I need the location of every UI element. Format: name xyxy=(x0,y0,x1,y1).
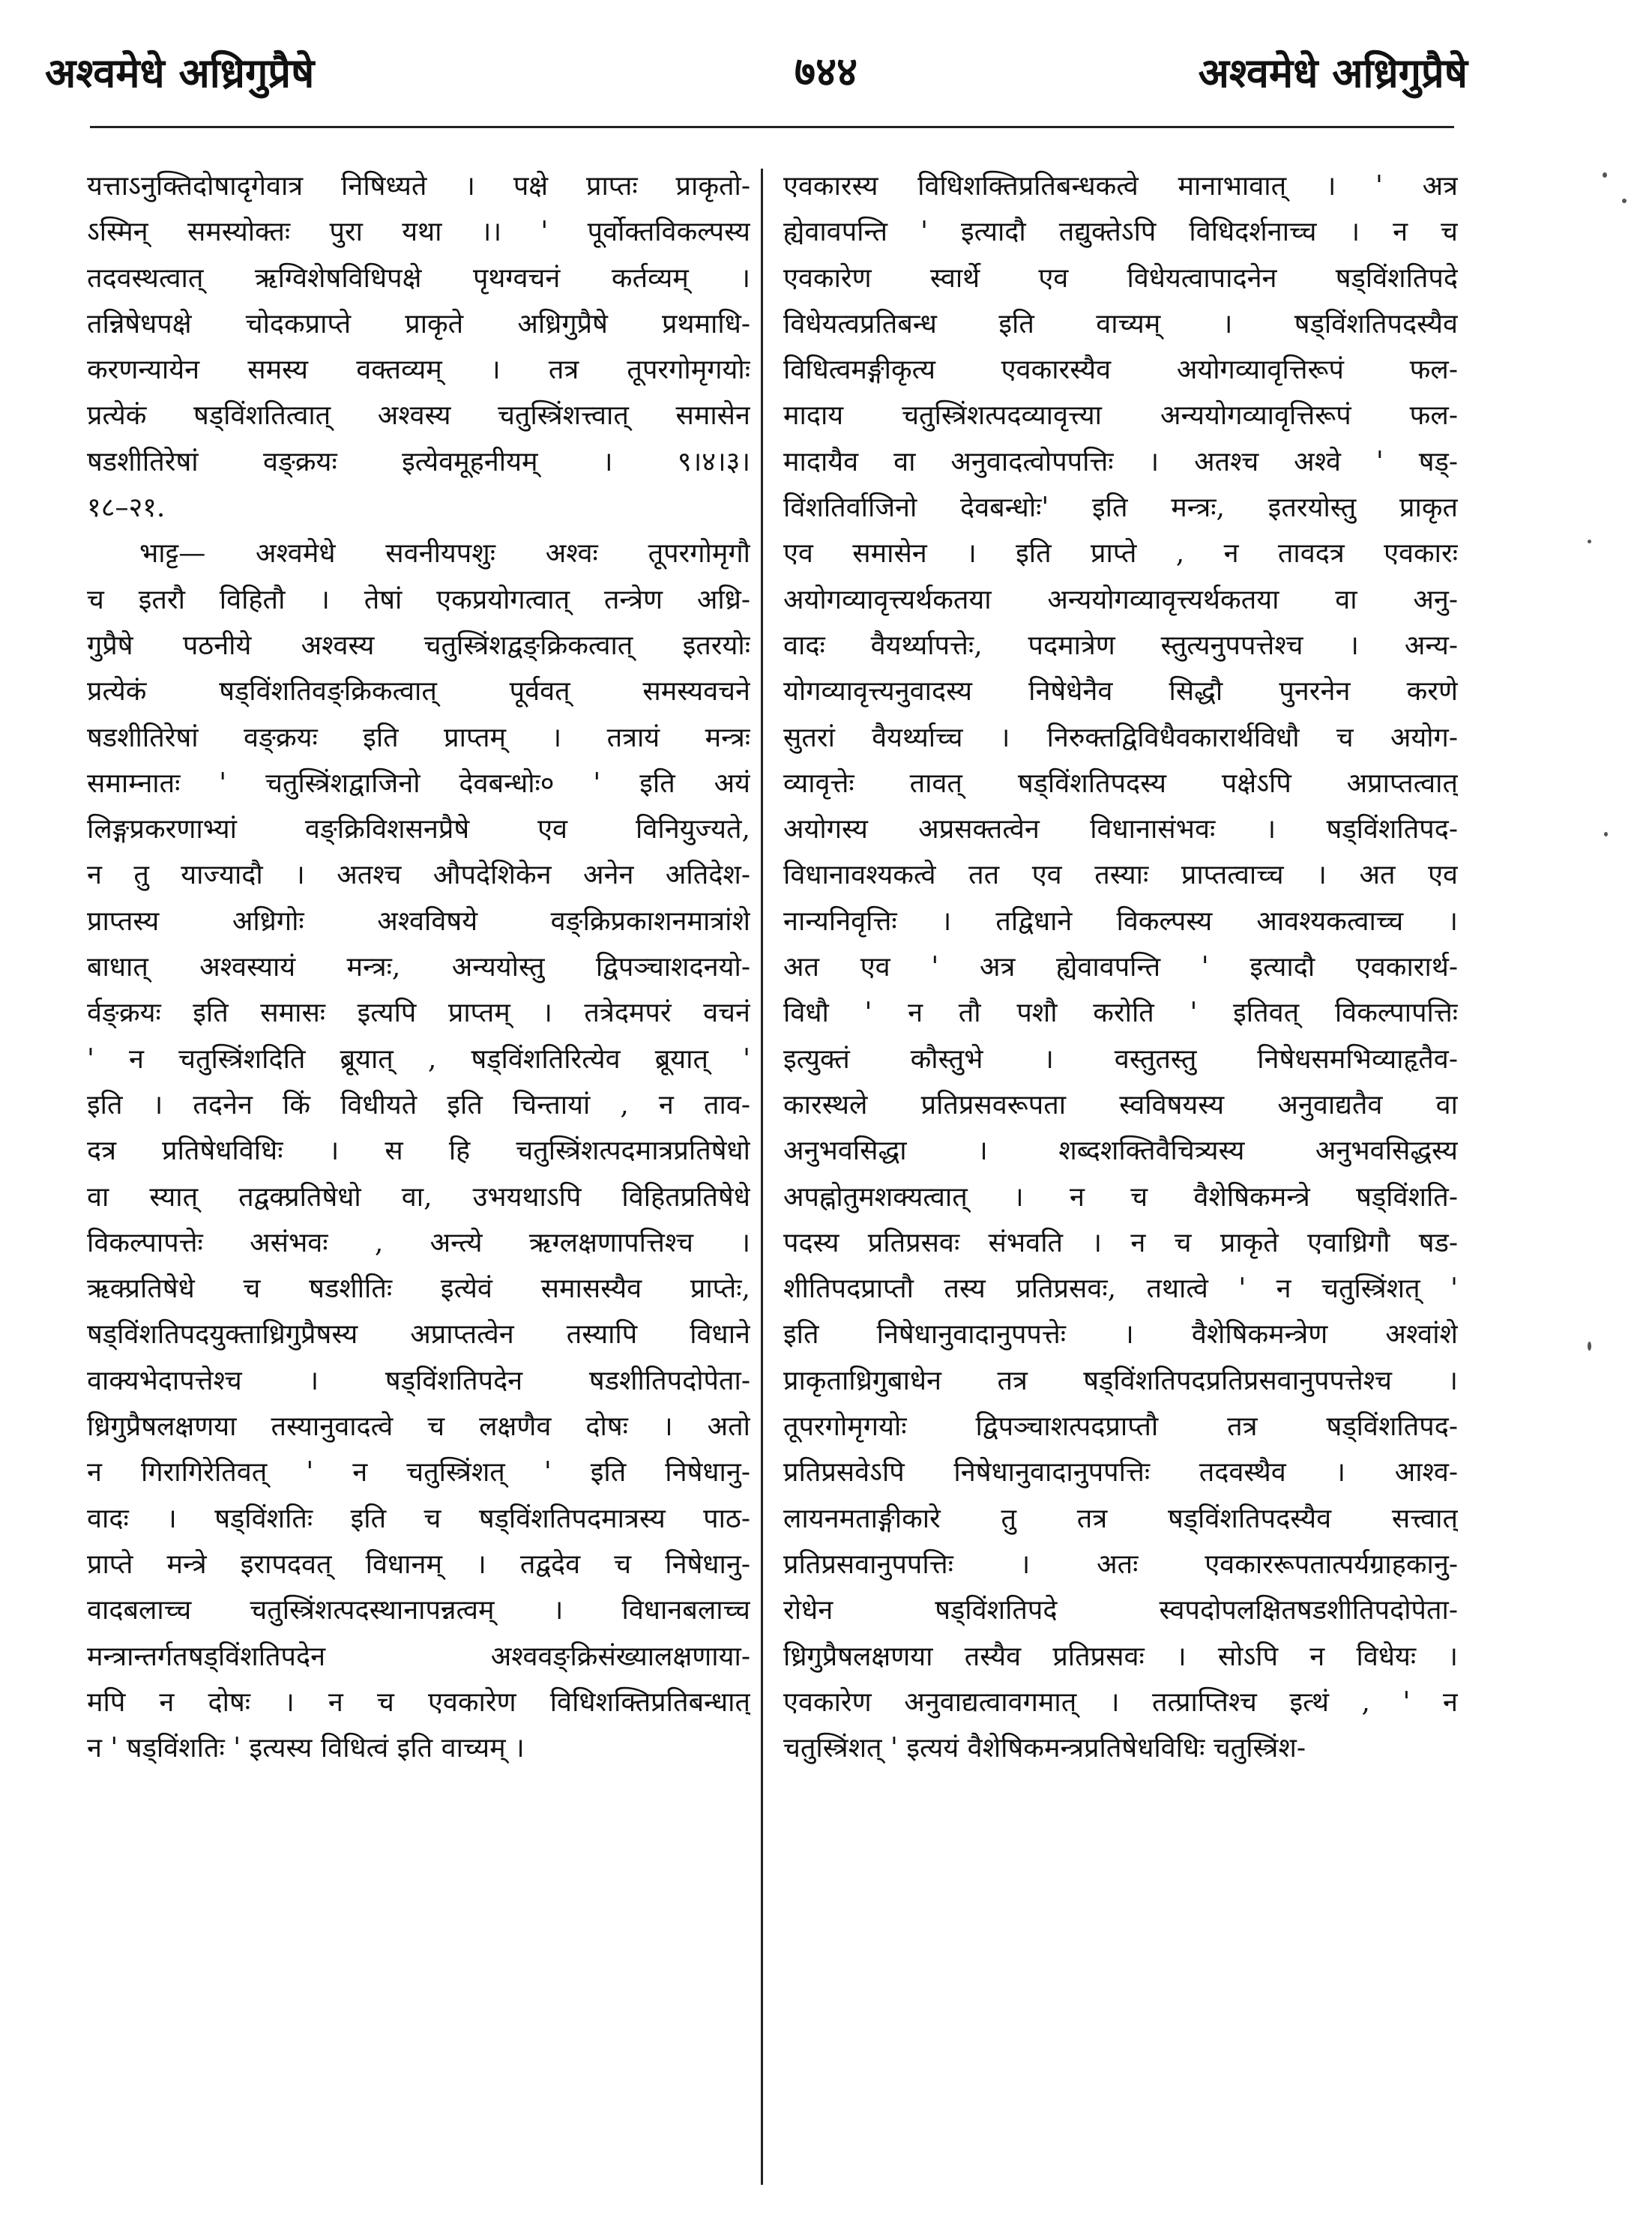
text-line: १८–२१. xyxy=(87,492,166,524)
text-line: न ' षड्विंशतिः ' इत्यस्य विधित्वं इति वाच्यम् । xyxy=(87,1733,525,1764)
text-line: तूपरगोमृगयोः द्विपञ्चाशत्पदप्राप्तौ तत्र षड्विंशतिपद- xyxy=(783,1411,1458,1443)
running-head-right: अश्वमेधे अध्रिगुप्रैषे xyxy=(1198,49,1468,97)
left-column xyxy=(87,163,750,1771)
scan-speck xyxy=(1603,172,1607,178)
text-line: व्यावृत्तेः तावत् षड्विंशतिपदस्य पक्षेऽपि अप्राप्तत्वात् xyxy=(783,767,1458,799)
text-line: पदस्य प्रतिप्रसवः संभवति । न च प्राकृते एवाध्रिगौ षड- xyxy=(783,1227,1458,1258)
text-line: र्वङ्क्रयः इति समासः इत्यपि प्राप्तम् । तत्रेदमपरं वचनं xyxy=(87,998,750,1029)
text-line: शीतिपदप्राप्तौ तस्य प्रतिप्रसवः, तथात्वे ' न चतुस्त्रिंशत् ' xyxy=(783,1273,1458,1305)
text-line: एवकारेण स्वार्थे एव विधेयत्वापादनेन षड्विंशतिपदे xyxy=(783,262,1458,294)
text-line: विधौ ' न तौ पशौ करोति ' इतिवत् विकल्पापत्तिः xyxy=(783,998,1458,1029)
text-line: ' न चतुस्त्रिंशदिति ब्रूयात् , षड्विंशतिरित्येव ब्रूयात् ' xyxy=(87,1043,750,1075)
text-line: सुतरां वैयर्थ्याच्च । निरुक्तद्विविधैवकारार्थविधौ च अयोग- xyxy=(783,722,1458,753)
scan-speck xyxy=(1604,832,1608,836)
text-line: लिङ्गप्रकरणाभ्यां वङ्क्रिविशसनप्रैषे एव विनियुज्यते, xyxy=(87,814,750,845)
text-line: कारस्थले प्रतिप्रसवरूपता स्वविषयस्य अनुवाद्यतैव वा xyxy=(783,1089,1458,1120)
text-line: विधेयत्वप्रतिबन्ध इति वाच्यम् । षड्विंशतिपदस्यैव xyxy=(783,308,1458,340)
text-line: भाट्ट— अश्वमेधे सवनीयपशुः अश्वः तूपरगोमृगौ xyxy=(139,538,750,570)
text-line: एवकारस्य विधिशक्तिप्रतिबन्धकत्वे मानाभावात् । ' अत्र xyxy=(783,171,1458,202)
text-line: वादः । षड्विंशतिः इति च षड्विंशतिपदमात्रस्य पाठ- xyxy=(87,1503,750,1534)
scan-speck xyxy=(1588,540,1591,543)
page-number: ७४४ xyxy=(794,47,858,95)
text-line: मपि न दोषः । न च एवकारेण विधिशक्तिप्रतिबन्धात् xyxy=(87,1686,750,1718)
text-line: वाक्यभेदापत्तेश्च । षड्विंशतिपदेन षडशीतिपदोपेता- xyxy=(87,1365,750,1396)
text-line: समाम्नातः ' चतुस्त्रिंशद्वाजिनो देवबन्धोः० ' इति अयं xyxy=(87,767,750,799)
text-line: योगव्यावृत्त्यनुवादस्य निषेधेनैव सिद्धौ पुनरनेन करणे xyxy=(783,676,1458,708)
text-line: बाधात् अश्वस्यायं मन्त्रः, अन्ययोस्तु द्विपञ्चाशदनयो- xyxy=(87,952,750,983)
text-line: प्राप्ते मन्त्रे इरापदवत् विधानम् । तद्वदेव च निषेधानु- xyxy=(87,1548,750,1580)
text-line: ऋक्प्रतिषेधे च षडशीतिः इत्येवं समासस्यैव प्राप्तेः, xyxy=(87,1273,750,1305)
text-line: रोधेन षड्विंशतिपदे स्वपदोपलक्षितषडशीतिपदोपेता- xyxy=(783,1595,1458,1626)
text-line: दत्र प्रतिषेधविधिः । स हि चतुस्त्रिंशत्पदमात्रप्रतिषेधो xyxy=(87,1135,750,1167)
text-line: नान्यनिवृत्तिः । तद्विधाने विकल्पस्य आवश्यकत्वाच्च । xyxy=(783,905,1458,937)
column-divider xyxy=(761,169,763,2185)
text-line: प्रत्येकं षड्विंशतित्वात् अश्वस्य चतुस्त्रिंशत्त्वात् समासेन xyxy=(87,400,750,432)
text-line: तन्निषेधपक्षे चोदकप्राप्ते प्राकृते अध्रिगुप्रैषे प्रथमाधि- xyxy=(87,308,750,340)
text-line: करणन्यायेन समस्य वक्तव्यम् । तत्र तूपरगोमृगयोः xyxy=(87,355,750,386)
text-line: ह्येवावपन्ति ' इत्यादौ तद्युक्तेऽपि विधिदर्शनाच्च । न च xyxy=(783,217,1458,248)
text-line: विधानावश्यकत्वे तत एव तस्याः प्राप्तत्वाच्च । अत एव xyxy=(783,860,1458,891)
text-line: लायनमताङ्गीकारे तु तत्र षड्विंशतिपदस्यैव सत्त्वात् xyxy=(783,1503,1458,1534)
text-line: षडशीतिरेषां वङ्क्रयः इत्येवमूहनीयम् । ९।४।३। xyxy=(87,446,750,477)
text-line: यत्ताऽनुक्तिदोषादृगेवात्र निषिध्यते । पक्षे प्राप्तः प्राकृतो- xyxy=(87,171,750,202)
text-line: इति निषेधानुवादानुपपत्तेः । वैशेषिकमन्त्रेण अश्वांशे xyxy=(783,1319,1458,1351)
text-line: इत्युक्तं कौस्तुभे । वस्तुतस्तु निषेधसमभिव्याहृतैव- xyxy=(783,1043,1458,1075)
text-line: गुप्रैषे पठनीये अश्वस्य चतुस्त्रिंशद्वङ्क्रिकत्वात् इतरयोः xyxy=(87,630,750,661)
text-line: अयोगस्य अप्रसक्तत्वेन विधानासंभवः । षड्विंशतिपद- xyxy=(783,814,1458,845)
text-line: प्रत्येकं षड्विंशतिवङ्क्रिकत्वात् पूर्ववत् समस्यवचने xyxy=(87,676,750,708)
text-line: चतुस्त्रिंशत् ' इत्ययं वैशेषिकमन्त्रप्रतिषेधविधिः चतुस्त्रिंश- xyxy=(783,1733,1306,1764)
text-line: ऽस्मिन् समस्योक्तः पुरा यथा ।। ' पूर्वोक्तविकल्पस्य xyxy=(87,217,750,248)
text-line: एव समासेन । इति प्राप्ते , न तावदत्र एवकारः xyxy=(783,538,1458,570)
text-line: प्राप्तस्य अध्रिगोः अश्वविषये वङ्क्रिप्रकाशनमात्रांशे xyxy=(87,905,750,937)
text-line: वादबलाच्च चतुस्त्रिंशत्पदस्थानापन्नत्वम् । विधानबलाच्च xyxy=(87,1595,750,1626)
text-line: मादाय चतुस्त्रिंशत्पदव्यावृत्त्या अन्ययोगव्यावृत्तिरूपं फल- xyxy=(783,400,1458,432)
text-line: प्रतिप्रसवानुपपत्तिः । अतः एवकाररूपतात्पर्यग्राहकानु- xyxy=(783,1548,1458,1580)
right-column xyxy=(783,163,1458,1771)
text-line: च इतरौ विहितौ । तेषां एकप्रयोगत्वात् तन्त्रेण अध्रि- xyxy=(87,584,750,615)
header-rule xyxy=(90,126,1454,128)
text-line: ध्रिगुप्रैषलक्षणया तस्यैव प्रतिप्रसवः । सोऽपि न विधेयः । xyxy=(783,1641,1458,1672)
running-head-left: अश्वमेधे अध्रिगुप्रैषे xyxy=(45,49,315,97)
text-line: न गिरागिरेतिवत् ' न चतुस्त्रिंशत् ' इति निषेधानु- xyxy=(87,1457,750,1489)
text-line: इति । तदनेन किं विधीयते इति चिन्तायां , न ताव- xyxy=(87,1089,750,1120)
text-line: प्राकृताध्रिगुबाधेन तत्र षड्विंशतिपदप्रतिप्रसवानुपपत्तेश्च । xyxy=(783,1365,1458,1396)
text-line: प्रतिप्रसवेऽपि निषेधानुवादानुपपत्तिः तदवस्थैव । आश्व- xyxy=(783,1457,1458,1489)
text-line: मन्त्रान्तर्गतषड्विंशतिपदेन अश्ववङ्क्रिसंख्यालक्षणाया- xyxy=(87,1641,750,1672)
text-line: वा स्यात् तद्वक्प्रतिषेधो वा, उभयथाऽपि विहितप्रतिषेधे xyxy=(87,1181,750,1213)
text-line: विकल्पापत्तेः असंभवः , अन्त्ये ऋग्लक्षणापत्तिश्च । xyxy=(87,1227,750,1258)
text-line: तदवस्थत्वात् ऋग्विशेषविधिपक्षे पृथग्वचनं कर्तव्यम् । xyxy=(87,262,750,294)
text-line: मादायैव वा अनुवादत्वोपपत्तिः । अतश्च अश्वे ' षड्- xyxy=(783,446,1458,477)
text-line: ध्रिगुप्रैषलक्षणया तस्यानुवादत्वे च लक्षणैव दोषः । अतो xyxy=(87,1411,750,1443)
text-line: अयोगव्यावृत्त्यर्थकतया अन्ययोगव्यावृत्त्यर्थकतया वा अनु- xyxy=(783,584,1458,615)
text-line: षड्विंशतिपदयुक्ताध्रिगुप्रैषस्य अप्राप्तत्वेन तस्यापि विधाने xyxy=(87,1319,750,1351)
scan-speck xyxy=(1588,1342,1591,1351)
text-line: विंशतिर्वाजिनो देवबन्धोः' इति मन्त्रः, इतरयोस्तु प्राकृत xyxy=(783,492,1458,524)
text-line: विधित्वमङ्गीकृत्य एवकारस्यैव अयोगव्यावृत्तिरूपं फल- xyxy=(783,355,1458,386)
text-line: वादः वैयर्थ्यापत्तेः, पदमात्रेण स्तुत्यनुपपत्तेश्च । अन्य- xyxy=(783,630,1458,661)
text-line: षडशीतिरेषां वङ्क्रयः इति प्राप्तम् । तत्रायं मन्त्रः xyxy=(87,722,750,753)
text-line: न तु याज्यादौ । अतश्च औपदेशिकेन अनेन अतिदेश- xyxy=(87,860,750,891)
text-line: अपह्नोतुमशक्यत्वात् । न च वैशेषिकमन्त्रे षड्विंशति- xyxy=(783,1181,1458,1213)
text-line: अनुभवसिद्धा । शब्दशक्तिवैचित्र्यस्य अनुभवसिद्धस्य xyxy=(783,1135,1458,1167)
scan-speck xyxy=(1622,199,1627,203)
text-line: एवकारेण अनुवाद्यत्वावगमात् । तत्प्राप्तिश्च इत्थं , ' न xyxy=(783,1686,1458,1718)
text-line: अत एव ' अत्र ह्येवावपन्ति ' इत्यादौ एवकारार्थ- xyxy=(783,952,1458,983)
